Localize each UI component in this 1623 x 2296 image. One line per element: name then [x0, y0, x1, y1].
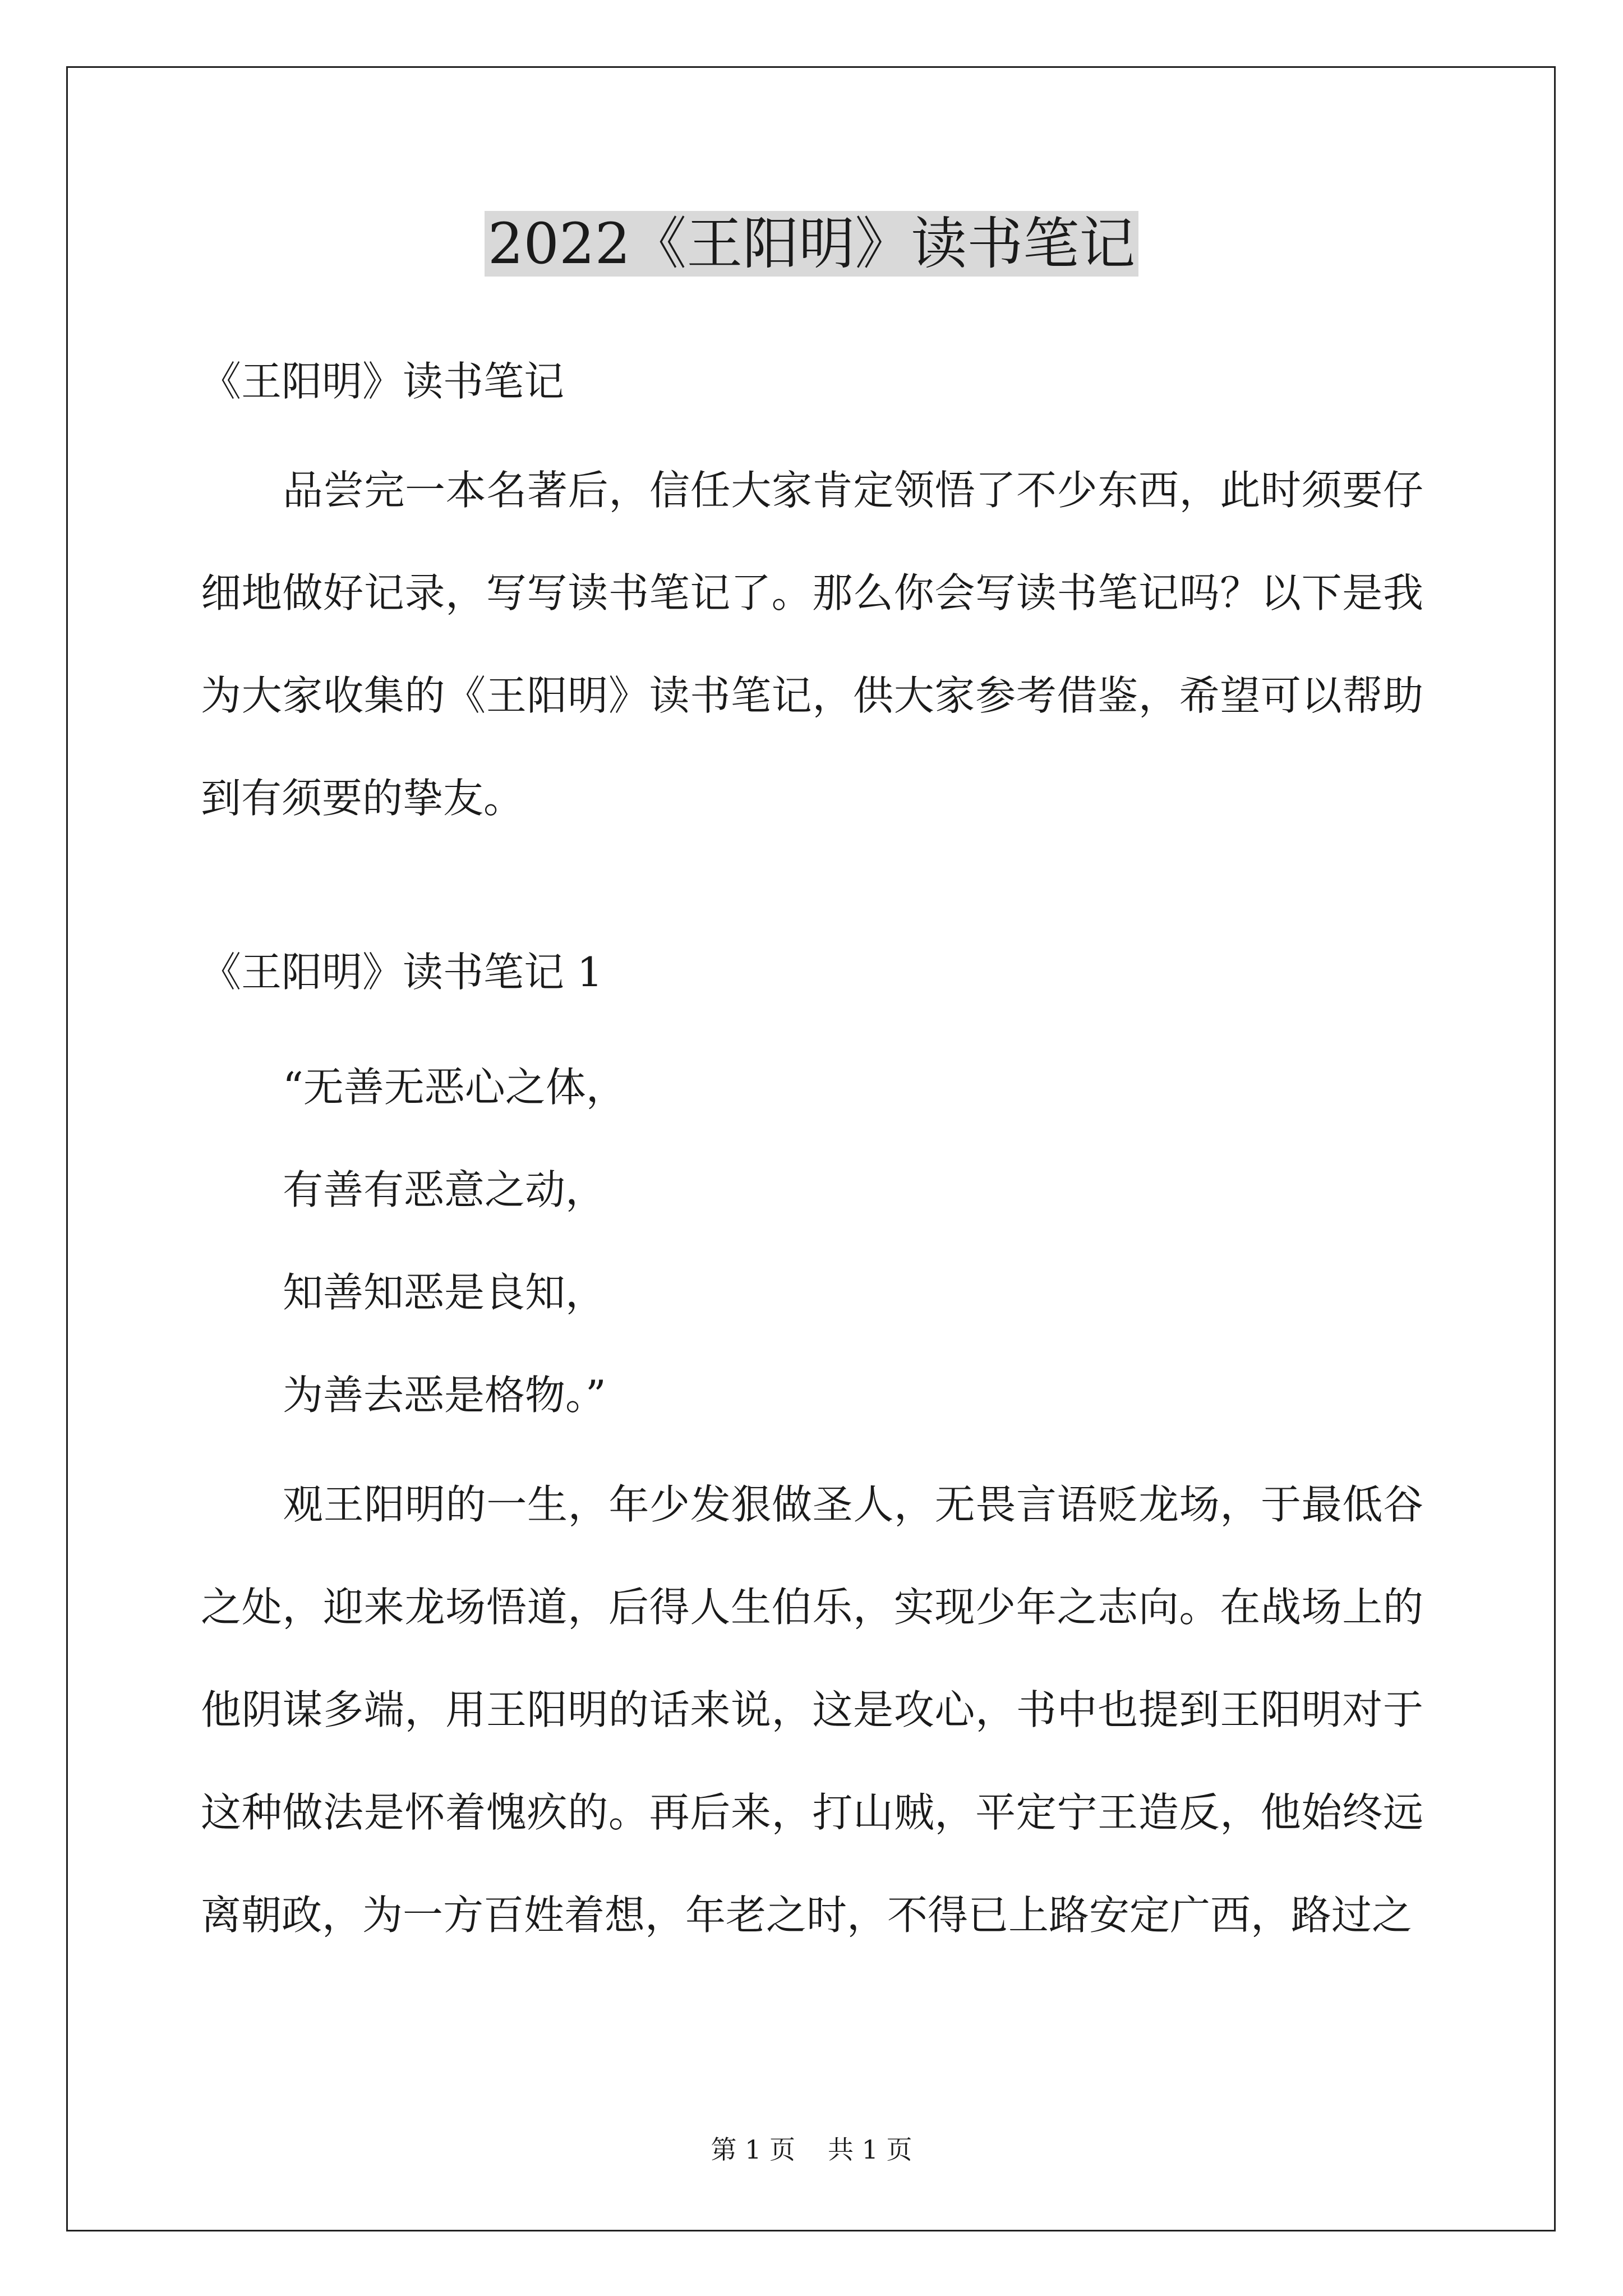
section-paragraph: 观王阳明的一生，年少发狠做圣人，无畏言语贬龙场，于最低谷之处，迎来龙场悟道，后得人生伯乐，实现少年之志向。在战场上的他阴谋多端，用王阳明的话来说，这是攻心，书中也提到王阳明对于这种做法是怀着愧疚的。再后来，打山贼，平定宁王造反，他始终远离朝政，为一方百姓着想，年老之时，不得已上路安定广西，路过之 [201, 1481, 1423, 1939]
verse-line: “无善无恶心之体， [283, 1064, 626, 1111]
page-footer [0, 2133, 1623, 2166]
document-body [201, 342, 1423, 1967]
page-number: 第 1 页 [711, 2134, 795, 2165]
section-heading: 《王阳明》读书笔记 1 [201, 949, 603, 996]
page-total: 共 1 页 [828, 2134, 912, 2165]
document-title-text: 2022《王阳明》读书笔记 [485, 211, 1139, 277]
document-title [0, 205, 1623, 283]
verse-line: 知善知恶是良知， [283, 1269, 606, 1316]
verse-line: 为善去恶是格物。” [283, 1372, 606, 1419]
verse-line: 有善有恶意之动， [283, 1166, 606, 1213]
intro-heading: 《王阳明》读书笔记 [201, 358, 565, 405]
intro-paragraph: 品尝完一本名著后，信任大家肯定领悟了不少东西，此时须要仔细地做好记录，写写读书笔记了。那么你会写读书笔记吗？以下是我为大家收集的《王阳明》读书笔记，供大家参考借鉴，希望可以帮助到有须要的挚友。 [201, 467, 1423, 822]
